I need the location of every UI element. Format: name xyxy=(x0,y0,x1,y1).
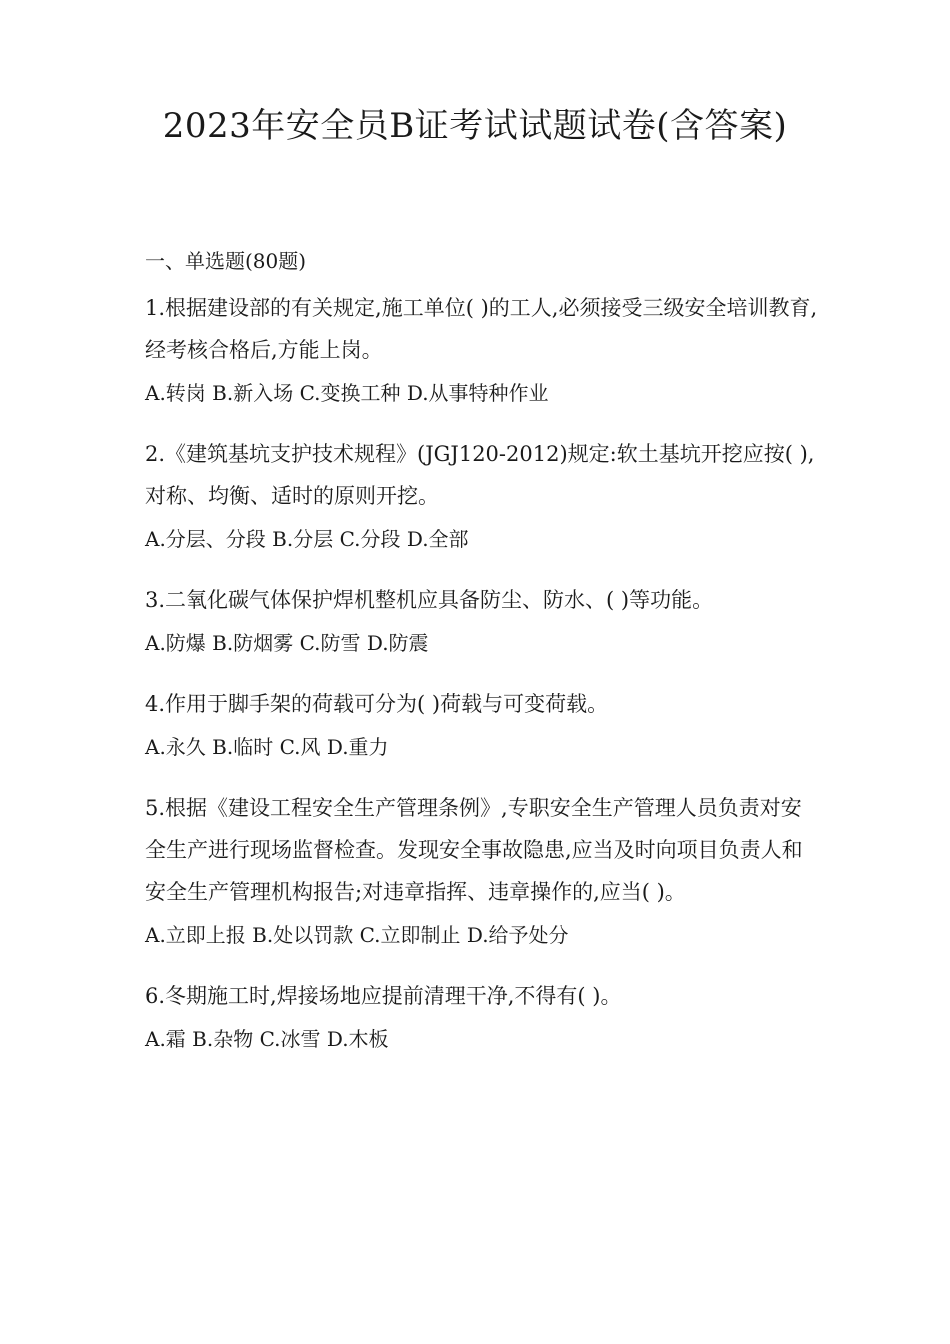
question-2 xyxy=(145,433,820,559)
question-1 xyxy=(145,287,820,413)
question-stem: 1.根据建设部的有关规定,施工单位( )的工人,必须接受三级安全培训教育,经考核合格后,方能上岗。 xyxy=(145,296,818,362)
question-stem: 3.二氧化碳气体保护焊机整机应具备防尘、防水、( )等功能。 xyxy=(145,588,714,612)
document-body xyxy=(145,240,820,1079)
question-stem: 6.冬期施工时,焊接场地应提前清理干净,不得有( )。 xyxy=(145,984,622,1008)
question-3 xyxy=(145,579,820,663)
question-options: A.永久 B.临时 C.风 D.重力 xyxy=(145,735,389,759)
question-options: A.转岗 B.新入场 C.变换工种 D.从事特种作业 xyxy=(145,381,549,405)
page-title: 2023年安全员B证考试试题试卷(含答案) xyxy=(162,106,788,146)
question-stem: 2.《建筑基坑支护技术规程》(JGJ120-2012)规定:软土基坑开挖应按( ),对称、均衡、适时的原则开挖。 xyxy=(145,442,815,508)
question-options: A.防爆 B.防烟雾 C.防雪 D.防震 xyxy=(145,631,429,655)
question-options: A.立即上报 B.处以罚款 C.立即制止 D.给予处分 xyxy=(145,923,569,947)
question-options: A.霜 B.杂物 C.冰雪 D.木板 xyxy=(145,1027,389,1051)
question-4 xyxy=(145,683,820,767)
section-heading: 一、单选题(80题) xyxy=(145,249,307,273)
question-stem: 4.作用于脚手架的荷载可分为( )荷载与可变荷载。 xyxy=(145,692,609,716)
question-6 xyxy=(145,975,820,1059)
question-5 xyxy=(145,787,820,955)
question-stem: 5.根据《建设工程安全生产管理条例》,专职安全生产管理人员负责对安全生产进行现场监督检查。发现安全事故隐患,应当及时向项目负责人和安全生产管理机构报告;对违章指挥、违章操作的,应当( )。 xyxy=(145,796,803,904)
question-options: A.分层、分段 B.分层 C.分段 D.全部 xyxy=(145,527,469,551)
